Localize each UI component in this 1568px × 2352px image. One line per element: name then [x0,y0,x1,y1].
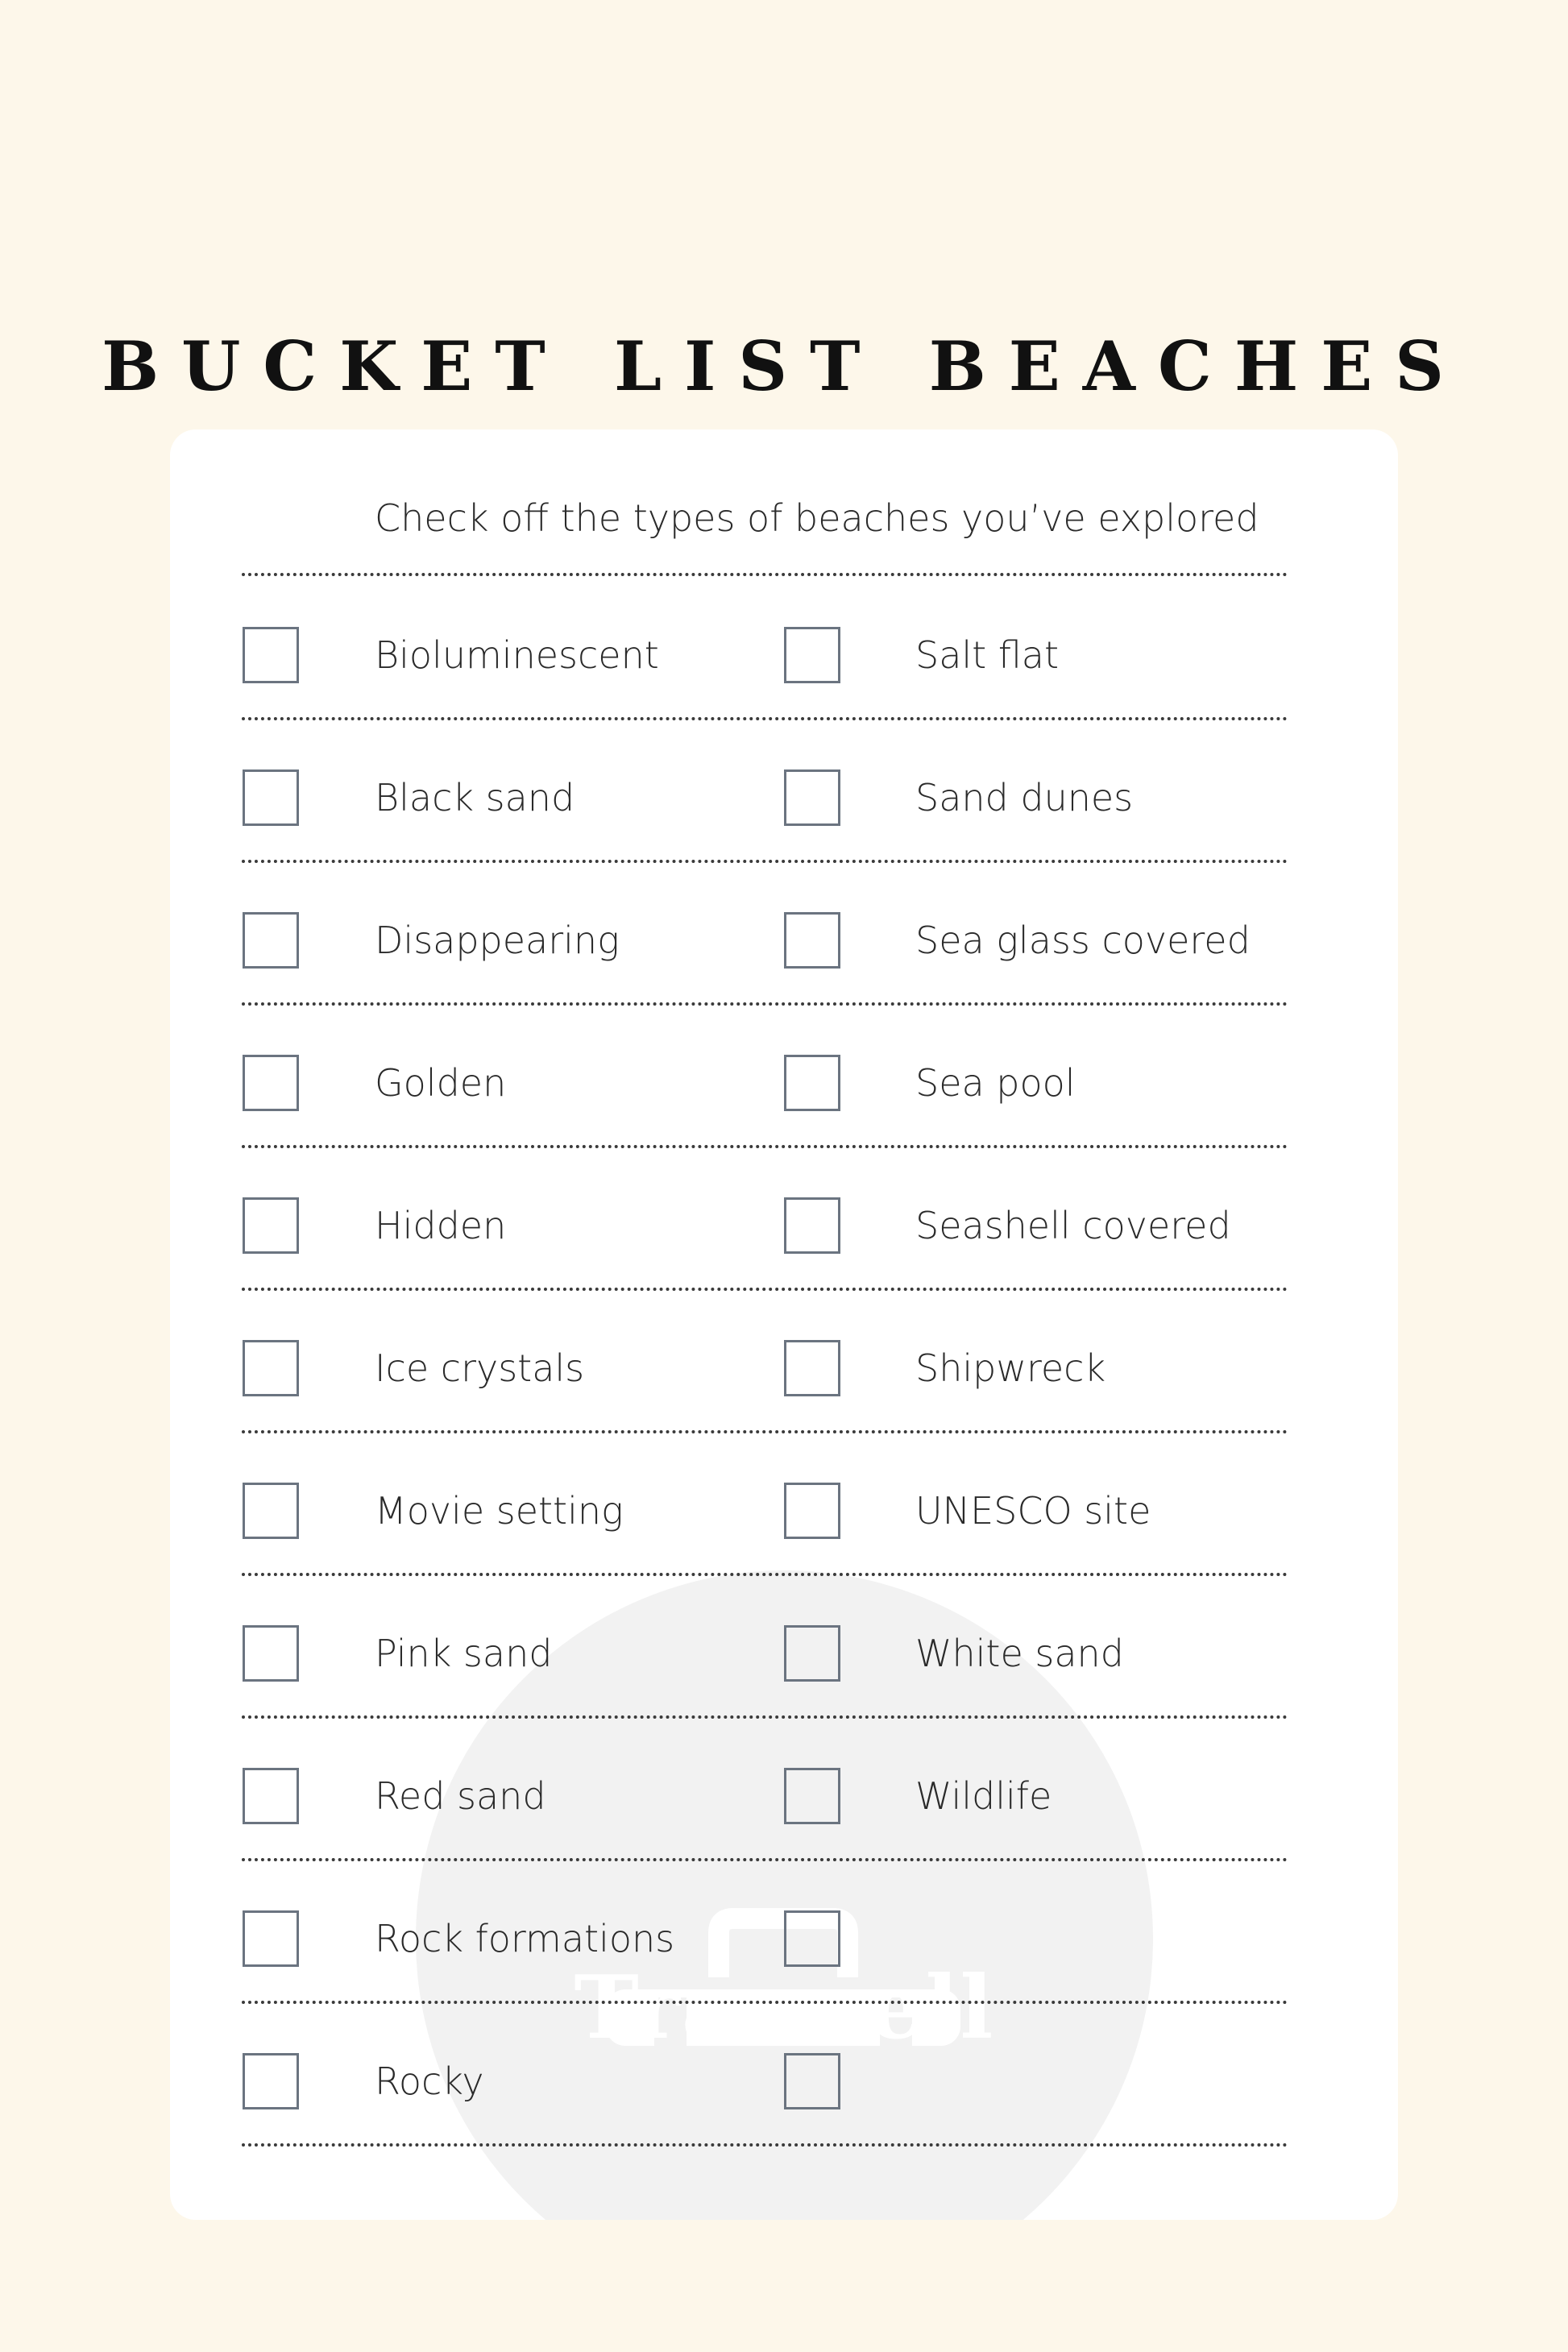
checklist-item-label: Seashell covered [915,1204,1231,1247]
divider [242,860,1288,863]
checklist-item-label: Disappearing [375,919,620,962]
divider [242,1715,1288,1719]
checklist-row [170,1483,1398,1563]
divider [242,1573,1288,1576]
checkbox[interactable] [243,769,299,826]
checklist-item-label: Rocky [375,2060,484,2103]
subtitle: Check off the types of beaches you’ve explored [375,496,1259,540]
checkbox[interactable] [243,627,299,683]
checkbox[interactable] [784,2053,840,2109]
divider [242,717,1288,720]
checklist-item-label: White sand [915,1632,1124,1675]
checklist-item-label: Bioluminescent [375,633,659,677]
divider [242,1288,1288,1291]
checkbox[interactable] [243,1625,299,1682]
checklist-item-label: Sand dunes [915,776,1134,819]
checklist-row [170,627,1398,707]
checklist-item-label: Salt flat [915,633,1060,677]
checklist-item-label: Hidden [375,1204,507,1247]
divider [242,573,1288,576]
checkbox[interactable] [784,1483,840,1539]
checkbox[interactable] [784,1625,840,1682]
checklist-item-label: Shipwreck [915,1346,1106,1390]
checklist-row [170,1197,1398,1278]
checkbox[interactable] [784,1197,840,1254]
checklist-item-label: Ice crystals [375,1346,585,1390]
checklist-item-label: Red sand [375,1774,546,1818]
checkbox[interactable] [784,627,840,683]
checklist-item-label: UNESCO site [915,1489,1151,1533]
divider [242,2143,1288,2147]
checklist-item-label: Sea glass covered [915,919,1251,962]
divider [242,1145,1288,1148]
divider [242,1002,1288,1006]
checklist-row [170,1625,1398,1706]
checklist-item-label: Rock formations [375,1917,675,1960]
divider [242,1858,1288,1861]
checklist-item-label: Pink sand [375,1632,553,1675]
page-title: BUCKET LIST BEACHES [102,326,1466,406]
checkbox[interactable] [243,1910,299,1967]
divider [242,1430,1288,1433]
checklist-card [170,429,1398,2220]
checklist-item-label: Sea pool [915,1061,1076,1105]
checklist-item-label: Movie setting [375,1489,624,1533]
checkbox[interactable] [243,912,299,969]
checkbox[interactable] [243,1340,299,1396]
checkbox[interactable] [784,769,840,826]
checkbox[interactable] [784,1055,840,1111]
checkbox[interactable] [243,2053,299,2109]
checkbox[interactable] [784,1340,840,1396]
checklist-row [170,1768,1398,1848]
checkbox[interactable] [784,1768,840,1824]
checkbox[interactable] [243,1483,299,1539]
checkbox[interactable] [784,912,840,969]
checklist-row [170,769,1398,850]
checklist-row [170,1910,1398,1991]
checkbox[interactable] [243,1197,299,1254]
checklist-row [170,1340,1398,1421]
divider [242,2001,1288,2004]
checklist-row [170,2053,1398,2134]
checkbox[interactable] [243,1055,299,1111]
checklist-item-label: Black sand [375,776,575,819]
checkbox[interactable] [243,1768,299,1824]
checklist-item-label: Wildlife [915,1774,1052,1818]
checkbox[interactable] [784,1910,840,1967]
checklist-row [170,1055,1398,1135]
checklist-row [170,912,1398,993]
watermark-brand: Travwell [574,1957,995,2059]
checklist-item-label: Golden [375,1061,507,1105]
